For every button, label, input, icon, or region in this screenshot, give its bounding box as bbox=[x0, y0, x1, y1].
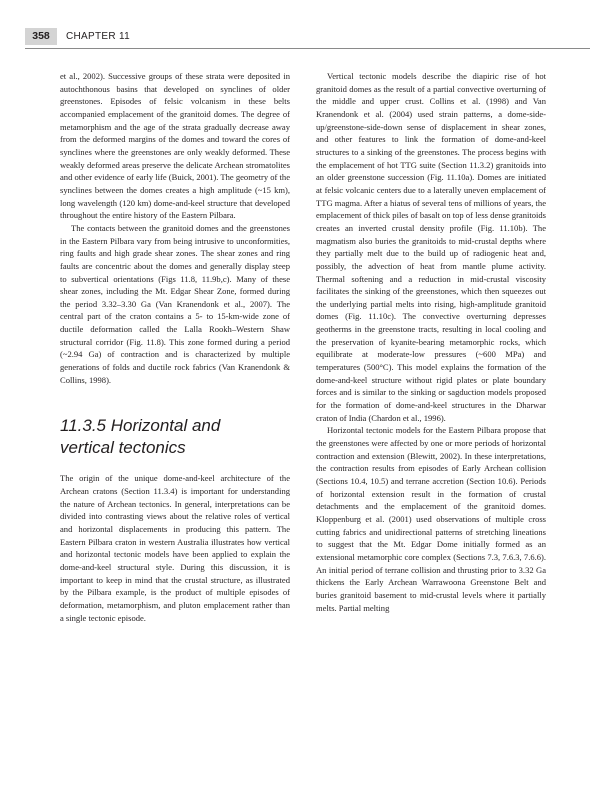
left-paragraph-2: The contacts between the granitoid domes and the greenstones in the Eastern Pilbara vary from being intrusive to unconformities, ring faults and high grade shear zones. The shear zones and ring faults are concentric about the domes and generally display steep to subvertical orientations (Figs 11.8, 11.9b,c). Many of these shear zones, including the Mt. Edgar Shear Zone, formed during the period 3.32–3.30 Ga (Van Kranendonk et al., 2007). The central part of the craton contains a 5- to 15-km-wide zone of ductile deformation called the Lalla Rookh–Western Shaw structural corridor (Fig. 11.8). This zone formed during a period (~2.94 Ga) of contraction and is characterized by multiple generations of folds and ductile rock fabrics (Van Kranendonk & Collins, 1998). bbox=[60, 222, 290, 385]
left-paragraph-3: The origin of the unique dome-and-keel architecture of the Archean cratons (Section 11.3.4) is important for understanding the nature of Archean tectonics. In general, interpretations can be divided into contrasting views about the relative roles of vertical and horizontal displacements in producing this pattern. The Eastern Pilbara craton in western Australia illustrates how vertical and horizontal tectonic models have been applied to explain the dome-and-keel structural style. During this discussion, it is important to keep in mind that the crustal structure, as illustrated by the Pilbara example, is the product of multiple episodes of deformation, metamorphism, and pluton emplacement rather than a single tectonic episode. bbox=[60, 473, 290, 623]
right-paragraph-1: Vertical tectonic models describe the diapiric rise of hot granitoid domes as the result of a partial convective overturning of the middle and upper crust. Collins et al. (1998) and Van Kranendonk et al. (2004) used strain patterns, a dome-side-up/greenstone-side-down sense of displacement in shear zones, and other features to link the formation of dome-and-keel structures to a sinking of the greenstones. The process begins with the emplacement of hot TTG suite (Section 11.3.2) granitoids into an older greenstone succession (Fig. 11.10a). Domes are initiated at felsic volcanic centers due to a laterally uneven emplacement of TTG magma. After a hiatus of several tens of millions of years, the emplacement of thick piles of basalt on top of less dense granitoids creates an inverted crustal density profile (Fig. 11.10b). The magmatism also buries the granitoids to mid-crustal depths where they partially melt due to the build up of radiogenic heat and, possibly, the advection of heat from mantle plume activity. Thermal softening and a reduction in mid-crustal viscosity facilitates the sinking of the greenstones, which then squeezes out the underlying partial melts into rising, high-amplitude granitoid domes (Fig. 11.10c). The convective overturning depresses geotherms in the greenstone tracts, resulting in local cooling and the preservation of kyanite-bearing metamorphic rocks, which equilibrate at moderate-low pressures (~600 MPa) and temperatures (500°C). This model explains the formation of the dome-and-keel structure without rigid plates or plate boundary forces and is similar to the sinking or sagduction models proposed for the formation of dome-and-keel structures in the Dharwar craton of India (Chardon et al., 1996). bbox=[316, 71, 546, 423]
left-column bbox=[60, 70, 290, 624]
section-heading-wrap bbox=[60, 415, 290, 459]
section-title: 11.3.5 Horizontal and vertical tectonics bbox=[60, 416, 221, 458]
page-number: 358 bbox=[25, 28, 57, 45]
header-rule bbox=[25, 48, 590, 49]
chapter-label: CHAPTER 11 bbox=[66, 31, 130, 42]
right-paragraph-2: Horizontal tectonic models for the Eastern Pilbara propose that the greenstones were affected by one or more periods of horizontal contraction and extension (Blewitt, 2002). In these interpretations, the contraction results from episodes of Early Archean collision (Sections 10.4, 10.5) and terrane accretion (Section 10.6). Periods of horizontal extension result in the formation of crustal detachments and the emplacement of the granitoid domes. Kloppenburg et al. (2001) used observations of multiple cross cutting fabrics and unidirectional patterns of stretching lineations to suggest that the Mt. Edgar Dome initially formed as an extensional metamorphic core complex (Sections 7.3, 7.6.3, 7.6.6). An initial period of terrane collision and thrusting prior to 3.32 Ga thickens the Early Archean Warrawoona Greenstone Belt and buries granitoid basement to mid-crustal levels where it partially melts. Partial melting bbox=[316, 425, 546, 613]
right-column bbox=[316, 70, 546, 614]
page-header bbox=[0, 26, 615, 48]
left-paragraph-1: et al., 2002). Successive groups of these strata were deposited in autochthonous basins that developed on synclines of older greenstones. Episodes of felsic volcanism in these belts accompanied emplacement of the granitoid domes. The degree of metamorphism and the age of the strata gradually decrease away from the deformed margins of the domes and toward the cores of synclines where the greenstones are only weakly deformed. These weakly deformed areas preserve the delicate Archean stromatolites and other evidence of early life (Buick, 2001). The geometry of the synclines between the domes creates a high amplitude (~15 km), long wavelength (120 km) dome-and-keel structure that developed throughout the entire history of the Eastern Pilbara. bbox=[60, 71, 290, 221]
